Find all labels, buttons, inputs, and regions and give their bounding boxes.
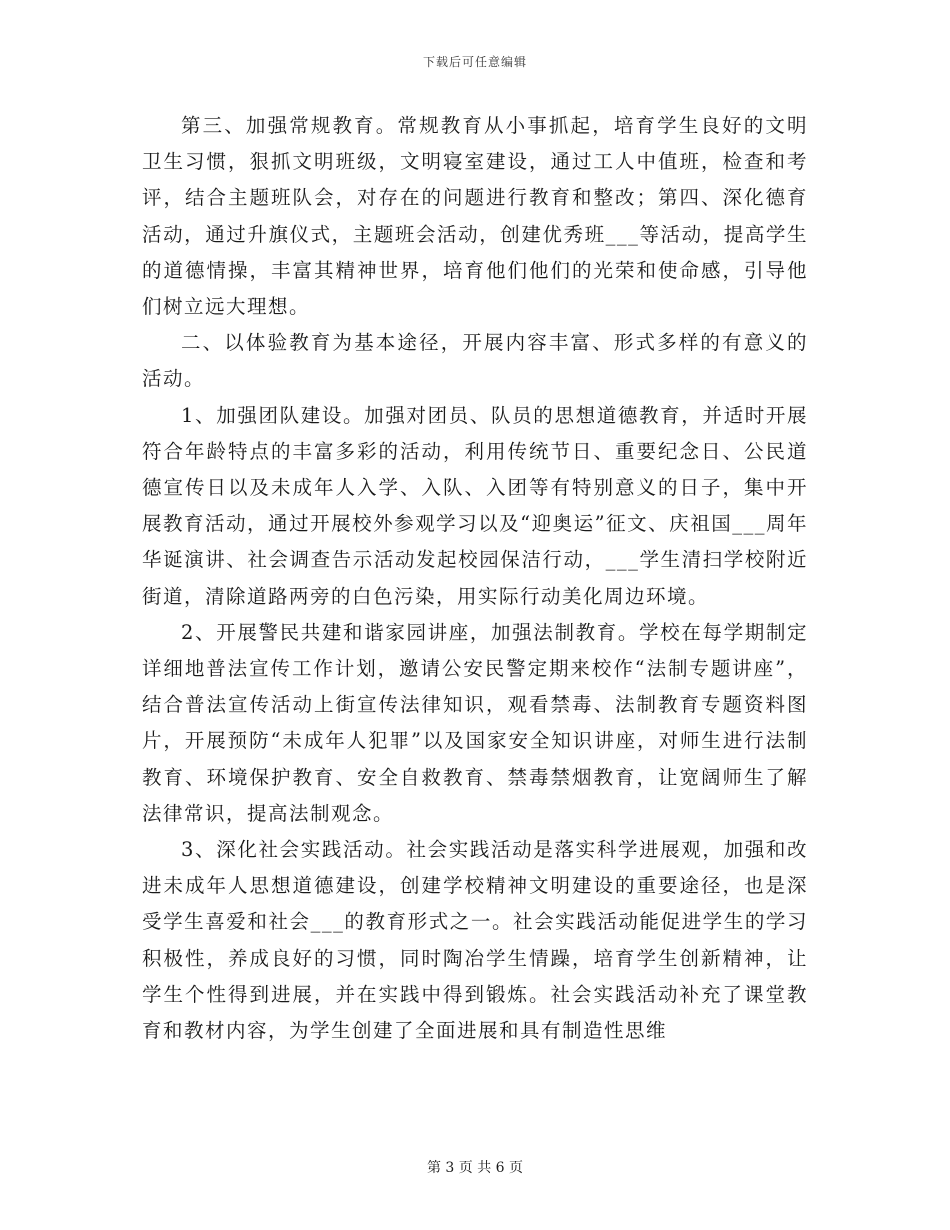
paragraph-team-building: 1、加强团队建设。加强对团员、队员的思想道德教育，并适时开展符合年龄特点的丰富多彩的活动，利用传统节日、重要纪念日、公民道德宣传日以及未成年人入学、入队、入团等有特别意义的日子，集中开展教育活动，通过开展校外参观学习以及“迎奥运”征文、庆祖国___周年华诞演讲、社会调查告示活动发起校园保洁行动，___学生清扫学校附近街道，清除道路两旁的白色污染，用实际行动美化周边环境。 (142, 403, 808, 608)
paragraph-section-two-heading: 二、以体验教育为基本途径，开展内容丰富、形式多样的有意义的活动。 (142, 331, 808, 391)
page-header-note: 下载后可任意编辑 (422, 55, 527, 69)
paragraph-routine-education: 第三、加强常规教育。常规教育从小事抓起，培育学生良好的文明卫生习惯，狠抓文明班级，文明寝室建设，通过工人中值班，检查和考评，结合主题班队会，对存在的问题进行教育和整改；第四、深化德育活动，通过升旗仪式，主题班会活动，创建优秀班___等活动，提高学生的道德情操，丰富其精神世界，培育他们他们的光荣和使命感，引导他们树立远大理想。 (142, 114, 808, 319)
paragraph-legal-education: 2、开展警民共建和谐家园讲座，加强法制教育。学校在每学期制定详细地普法宣传工作计划，邀请公安民警定期来校作“法制专题讲座”，结合普法宣传活动上街宣传法律知识，观看禁毒、法制教育专题资料图片，开展预防“未成年人犯罪”以及国家安全知识讲座，对师生进行法制教育、环境保护教育、安全自救教育、禁毒禁烟教育，让宽阔师生了解法律常识，提高法制观念。 (142, 620, 808, 825)
paragraph-social-practice: 3、深化社会实践活动。社会实践活动是落实科学进展观，加强和改进未成年人思想道德建设，创建学校精神文明建设的重要途径，也是深受学生喜爱和社会___的教育形式之一。社会实践活动能促进学生的学习积极性，养成良好的习惯，同时陶冶学生情躁，培育学生创新精神，让学生个性得到进展，并在实践中得到锻炼。社会实践活动补充了课堂教育和教材内容，为学生创建了全面进展和具有制造性思维 (142, 838, 808, 1043)
page-number: 第 3 页 共 6 页 (426, 1160, 524, 1176)
document-body (142, 108, 808, 1049)
